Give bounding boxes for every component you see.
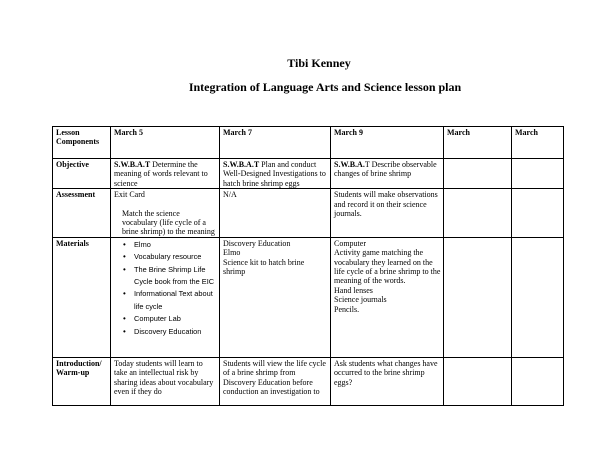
cell-intro-march-9 <box>331 357 444 405</box>
materials-list <box>114 239 217 338</box>
cell-empty <box>444 159 512 189</box>
table-row-objective <box>53 159 564 189</box>
cell-objective-march-7 <box>220 159 331 189</box>
cell-empty <box>444 357 512 405</box>
column-header-lesson-components: Lesson Components <box>53 127 111 159</box>
column-header-march-a: March <box>444 127 512 159</box>
cell-intro-march-7 <box>220 357 331 405</box>
materials-line: Pencils. <box>334 304 360 314</box>
lesson-plan-table <box>52 126 564 406</box>
table-row-assessment <box>53 189 564 238</box>
cell-assessment-march-5 <box>111 189 220 238</box>
list-item: • Elmo <box>134 239 217 251</box>
row-label-assessment: Assessment <box>53 189 111 238</box>
intro-text: Students will view the life cycle of a brine shrimp from Discovery Education before conduction an investigation to <box>223 358 326 397</box>
cell-empty <box>512 189 564 238</box>
materials-line: Elmo <box>223 248 241 258</box>
cell-objective-march-9 <box>331 159 444 189</box>
list-item: • Vocabulary resource <box>134 251 217 263</box>
cell-empty <box>444 237 512 357</box>
materials-line: Discovery Education <box>223 238 291 248</box>
document-title: Integration of Language Arts and Science lesson plan <box>188 80 462 94</box>
row-label-materials: Materials <box>53 237 111 357</box>
column-header-march-9: March 9 <box>331 127 444 159</box>
materials-line: Science journals <box>334 295 387 305</box>
cell-materials-march-5 <box>111 237 220 357</box>
row-label-introduction: Introduction/ Warm-up <box>53 357 111 405</box>
assessment-text: Match the science vocabulary (life cycle of a brine shrimp) to the meaning <box>122 208 215 237</box>
list-item: • The Brine Shrimp Life Cycle book from the EIC <box>134 264 217 289</box>
cell-empty <box>444 189 512 238</box>
assessment-text: Exit Card <box>114 190 145 200</box>
cell-materials-march-9 <box>331 237 444 357</box>
table-row-materials <box>53 237 564 357</box>
swbat-label: S.W.B.A. <box>334 160 365 169</box>
list-item: • Computer Lab <box>134 313 217 325</box>
materials-line: Computer <box>334 238 366 248</box>
swbat-label: S.W.B.A.T <box>114 160 151 169</box>
objective-text: Plan and conduct Well-Designed Investigations to hatch brine shrimp eggs <box>223 160 326 188</box>
cell-assessment-march-9: Students will make observations and record it on their science journals. <box>331 189 444 238</box>
cell-materials-march-7 <box>220 237 331 357</box>
list-item: • Informational Text about life cycle <box>134 288 217 313</box>
cell-empty <box>512 237 564 357</box>
column-header-march-7: March 7 <box>220 127 331 159</box>
cell-intro-march-5 <box>111 357 220 405</box>
row-label-objective: Objective <box>53 159 111 189</box>
list-item: • Discovery Education <box>134 326 217 338</box>
table-row-introduction <box>53 357 564 405</box>
materials-line: Science kit to hatch brine shrimp <box>223 257 305 277</box>
table-header-row <box>53 127 564 159</box>
cell-empty <box>512 159 564 189</box>
document-author-name: Tibi Kenney <box>287 56 351 70</box>
cell-assessment-march-7: N/A <box>220 189 331 238</box>
objective-text: Determine the meaning of words relevant to science <box>114 160 208 188</box>
cell-objective-march-5 <box>111 159 220 189</box>
swbat-label: S.W.B.A.T <box>223 160 260 169</box>
column-header-march-5: March 5 <box>111 127 220 159</box>
materials-line: Hand lenses <box>334 285 373 295</box>
materials-line: Activity game matching the vocabulary they learned on the life cycle of a brine shrimp to the meaning of the words. <box>334 248 441 286</box>
cell-empty <box>512 357 564 405</box>
intro-text: Today students will learn to take an intellectual risk by sharing ideas about vocabulary even if they do <box>114 358 214 397</box>
column-header-march-b: March <box>512 127 564 159</box>
objective-text: T Describe observable changes of brine shrimp <box>334 160 437 179</box>
intro-text: Ask students what changes have occurred to the brine shrimp eggs? <box>334 358 438 387</box>
